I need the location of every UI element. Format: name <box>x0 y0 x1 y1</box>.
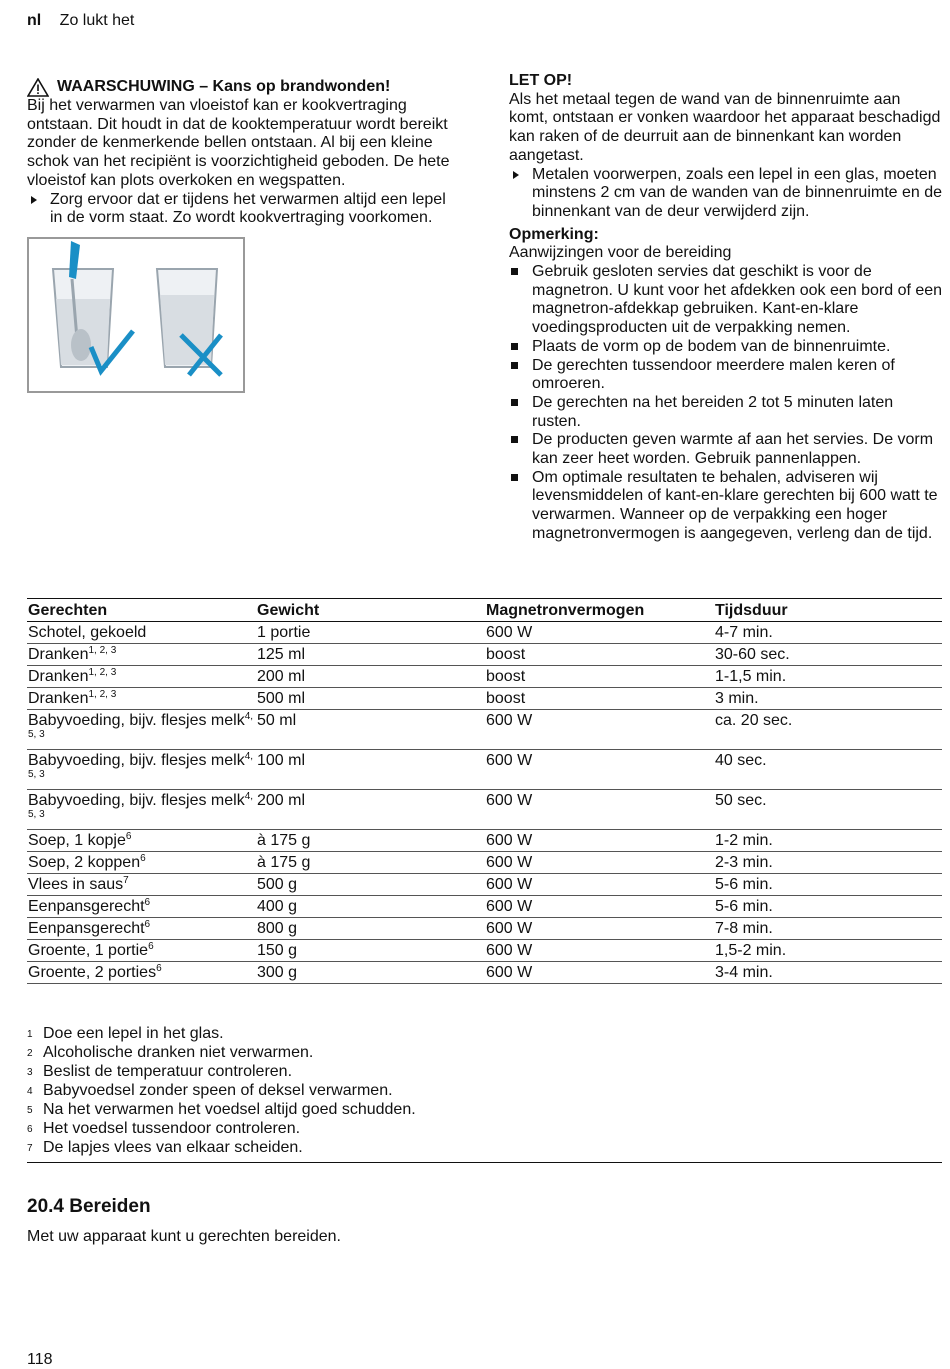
table-cell: 7-8 min. <box>714 918 942 940</box>
table-cell: ca. 20 sec. <box>714 710 942 750</box>
table-cell: 5-6 min. <box>714 896 942 918</box>
footnote-ref: 4, 5, 3 <box>28 751 254 780</box>
column-header: Magnetronvermogen <box>485 599 714 622</box>
table-cell: 300 g <box>256 962 485 984</box>
table-row <box>27 962 942 984</box>
table-cell: 50 ml <box>256 710 485 750</box>
table-row <box>27 874 942 896</box>
footnote-ref: 7 <box>123 875 129 886</box>
footnote: 3 Beslist de temperatuur controleren. <box>27 1063 293 1080</box>
table-cell: 3-4 min. <box>714 962 942 984</box>
note-intro: Aanwijzingen voor de bereiding <box>509 244 732 262</box>
table-cell: 30-60 sec. <box>714 644 942 666</box>
section-title: 20.4 Bereiden <box>27 1196 151 1217</box>
footnote-ref: 6 <box>156 963 162 974</box>
table-cell: 2-3 min. <box>714 852 942 874</box>
table-cell: Babyvoeding, bijv. flesjes melk$^{4, 5, 3}$ <box>27 710 256 750</box>
table-cell: Vlees in saus$^7$ <box>27 874 256 896</box>
footnote-ref: 6 <box>144 919 151 930</box>
table-row <box>27 790 942 830</box>
table-cell: 3 min. <box>714 688 942 710</box>
section-text: Met uw apparaat kunt u gerechten bereiden. <box>27 1228 341 1245</box>
table-row <box>27 666 942 688</box>
footnote: 2 Alcoholische dranken niet verwarmen. <box>27 1044 314 1061</box>
table-cell: à 175 g <box>256 830 485 852</box>
page-header <box>27 12 134 30</box>
warning-triangle-icon <box>27 78 49 97</box>
table-cell: Babyvoeding, bijv. flesjes melk$^{4, 5, 3}$ <box>27 750 256 790</box>
table-cell: 600 W <box>485 962 714 984</box>
table-cell: Eenpansgerecht$^6$ <box>27 896 256 918</box>
table-row <box>27 918 942 940</box>
footnote-ref: 4, 5, 3 <box>28 791 254 820</box>
table-cell: boost <box>485 666 714 688</box>
footnote-ref: 6 <box>148 941 154 952</box>
list-item: De gerechten tussendoor meerdere malen keren of omroeren. <box>509 357 943 394</box>
table-cell: Soep, 1 kopje$^6$ <box>27 830 256 852</box>
table-row <box>27 896 942 918</box>
table-cell: 50 sec. <box>714 790 942 830</box>
footnote-ref: 4, 5, 3 <box>28 711 254 740</box>
table-cell: 40 sec. <box>714 750 942 790</box>
list-item: Gebruik gesloten servies dat geschikt is voor de magnetron. U kunt voor het afdekken ook een bord of een magnetron-afdekkap gebruiken. Kant-en-klare voedingsproducten uit de verpakking nemen. <box>509 263 943 338</box>
table-row <box>27 830 942 852</box>
warning-title: WAARSCHUWING – Kans op brandwonden! <box>27 78 455 97</box>
caution-text: Als het metaal tegen de wand van de binnenruimte aan komt, ontstaan er vonken waardoor het apparaat beschadigd kan raken of de deurruit aan de binnenkant kan worden aangetast. <box>509 90 941 164</box>
table-row <box>27 852 942 874</box>
table-row <box>27 622 942 644</box>
table-cell: Schotel, gekoeld <box>27 622 256 644</box>
table-row <box>27 688 942 710</box>
list-item: De producten geven warmte af aan het servies. De vorm kan zeer heet worden. Gebruik pannenlappen. <box>509 431 943 468</box>
list-item: Om optimale resultaten te behalen, adviseren wij levensmiddelen of kant-en-klare gerechten bij 600 watt te verwarmen. Wanneer op de verpakking een hoger magnetronvermogen is aangegeven, verleng dan de tijd. <box>509 469 943 544</box>
column-header: Tijdsduur <box>714 599 942 622</box>
table-cell: 4-7 min. <box>714 622 942 644</box>
table-cell: Babyvoeding, bijv. flesjes melk$^{4, 5, 3}$ <box>27 790 256 830</box>
table-row <box>27 710 942 750</box>
list-item: De gerechten na het bereiden 2 tot 5 minuten laten rusten. <box>509 394 943 431</box>
column-header: Gewicht <box>256 599 485 622</box>
heating-table <box>27 598 942 984</box>
table-cell: 100 ml <box>256 750 485 790</box>
chapter-title: Zo lukt het <box>59 12 135 29</box>
table-cell: 500 ml <box>256 688 485 710</box>
note-list <box>509 263 943 544</box>
footnote-ref: 6 <box>125 831 132 842</box>
table-cell: 400 g <box>256 896 485 918</box>
footnote: 1 Doe een lepel in het glas. <box>27 1025 224 1042</box>
footnote: 7 De lapjes vlees van elkaar scheiden. <box>27 1139 303 1156</box>
table-cell: 600 W <box>485 918 714 940</box>
list-item: Plaats de vorm op de bodem van de binnenruimte. <box>509 338 943 357</box>
table-cell: 5-6 min. <box>714 874 942 896</box>
footnote: 4 Babyvoedsel zonder speen of deksel verwarmen. <box>27 1082 393 1099</box>
table-cell: Groente, 2 porties$^6$ <box>27 962 256 984</box>
table-cell: 500 g <box>256 874 485 896</box>
table-cell: 150 g <box>256 940 485 962</box>
table-body <box>27 622 942 984</box>
table-cell: 1 portie <box>256 622 485 644</box>
table-cell: 600 W <box>485 852 714 874</box>
table-cell: 600 W <box>485 790 714 830</box>
footnote-ref: 1, 2, 3 <box>88 645 117 656</box>
warning-action: Zorg ervoor dat er tijdens het verwarmen altijd een lepel in de vorm staat. Zo wordt kookvertraging voorkomen. <box>27 191 455 228</box>
spoon-in-glass-illustration <box>27 237 245 393</box>
footnote-ref: 1, 2, 3 <box>88 689 117 700</box>
warning-text: Bij het verwarmen van vloeistof kan er kookvertraging ontstaan. Dit houdt in dat de kooktemperatuur wordt bereikt zonder de kenmerkende bellen ontstaan. Al bij een kleine schok van het recipiënt is voorzichtigheid geboden. De hete vloeistof kan plots overkoken en wegspatten. <box>27 97 450 189</box>
warning-block <box>27 78 455 393</box>
footnote: 6 Het voedsel tussendoor controleren. <box>27 1120 301 1137</box>
table-cell: boost <box>485 644 714 666</box>
table-cell: 600 W <box>485 940 714 962</box>
table-cell: boost <box>485 688 714 710</box>
table-cell: 200 ml <box>256 790 485 830</box>
table-cell: Eenpansgerecht$^6$ <box>27 918 256 940</box>
table-cell: 600 W <box>485 710 714 750</box>
footnotes <box>27 1025 942 1163</box>
page-number: 118 <box>27 1351 53 1368</box>
caution-action: Metalen voorwerpen, zoals een lepel in een glas, moeten minstens 2 cm van de wanden van de binnenruimte en de binnenkant van de deur verwijderd zijn. <box>509 166 943 222</box>
table-cell: 600 W <box>485 896 714 918</box>
table-cell: 1,5-2 min. <box>714 940 942 962</box>
table-cell: à 175 g <box>256 852 485 874</box>
table-cell: 200 ml <box>256 666 485 688</box>
table-row <box>27 940 942 962</box>
note-title: Opmerking: <box>509 225 599 243</box>
footnote-ref: 6 <box>140 853 146 864</box>
footnote-ref: 1, 2, 3 <box>88 667 117 678</box>
table-header-row <box>27 599 942 622</box>
footnote: 5 Na het verwarmen het voedsel altijd goed schudden. <box>27 1101 416 1118</box>
table-row <box>27 644 942 666</box>
table-cell: 1-1,5 min. <box>714 666 942 688</box>
table-cell: 600 W <box>485 750 714 790</box>
table-cell: 600 W <box>485 830 714 852</box>
table-row <box>27 750 942 790</box>
table-cell: Soep, 2 koppen$^6$ <box>27 852 256 874</box>
caution-title: LET OP! <box>509 72 573 89</box>
table-cell: Dranken$^{1, 2, 3}$ <box>27 688 256 710</box>
table-cell: 800 g <box>256 918 485 940</box>
column-header: Gerechten <box>27 599 256 622</box>
language-code: nl <box>27 12 42 29</box>
table-cell: Dranken$^{1, 2, 3}$ <box>27 666 256 688</box>
table-cell: 1-2 min. <box>714 830 942 852</box>
table-cell: 600 W <box>485 874 714 896</box>
table-cell: Groente, 1 portie$^6$ <box>27 940 256 962</box>
notes-column <box>509 72 943 544</box>
table-cell: 125 ml <box>256 644 485 666</box>
table-cell: Dranken$^{1, 2, 3}$ <box>27 644 256 666</box>
footnote-ref: 6 <box>144 897 151 908</box>
table-cell: 600 W <box>485 622 714 644</box>
